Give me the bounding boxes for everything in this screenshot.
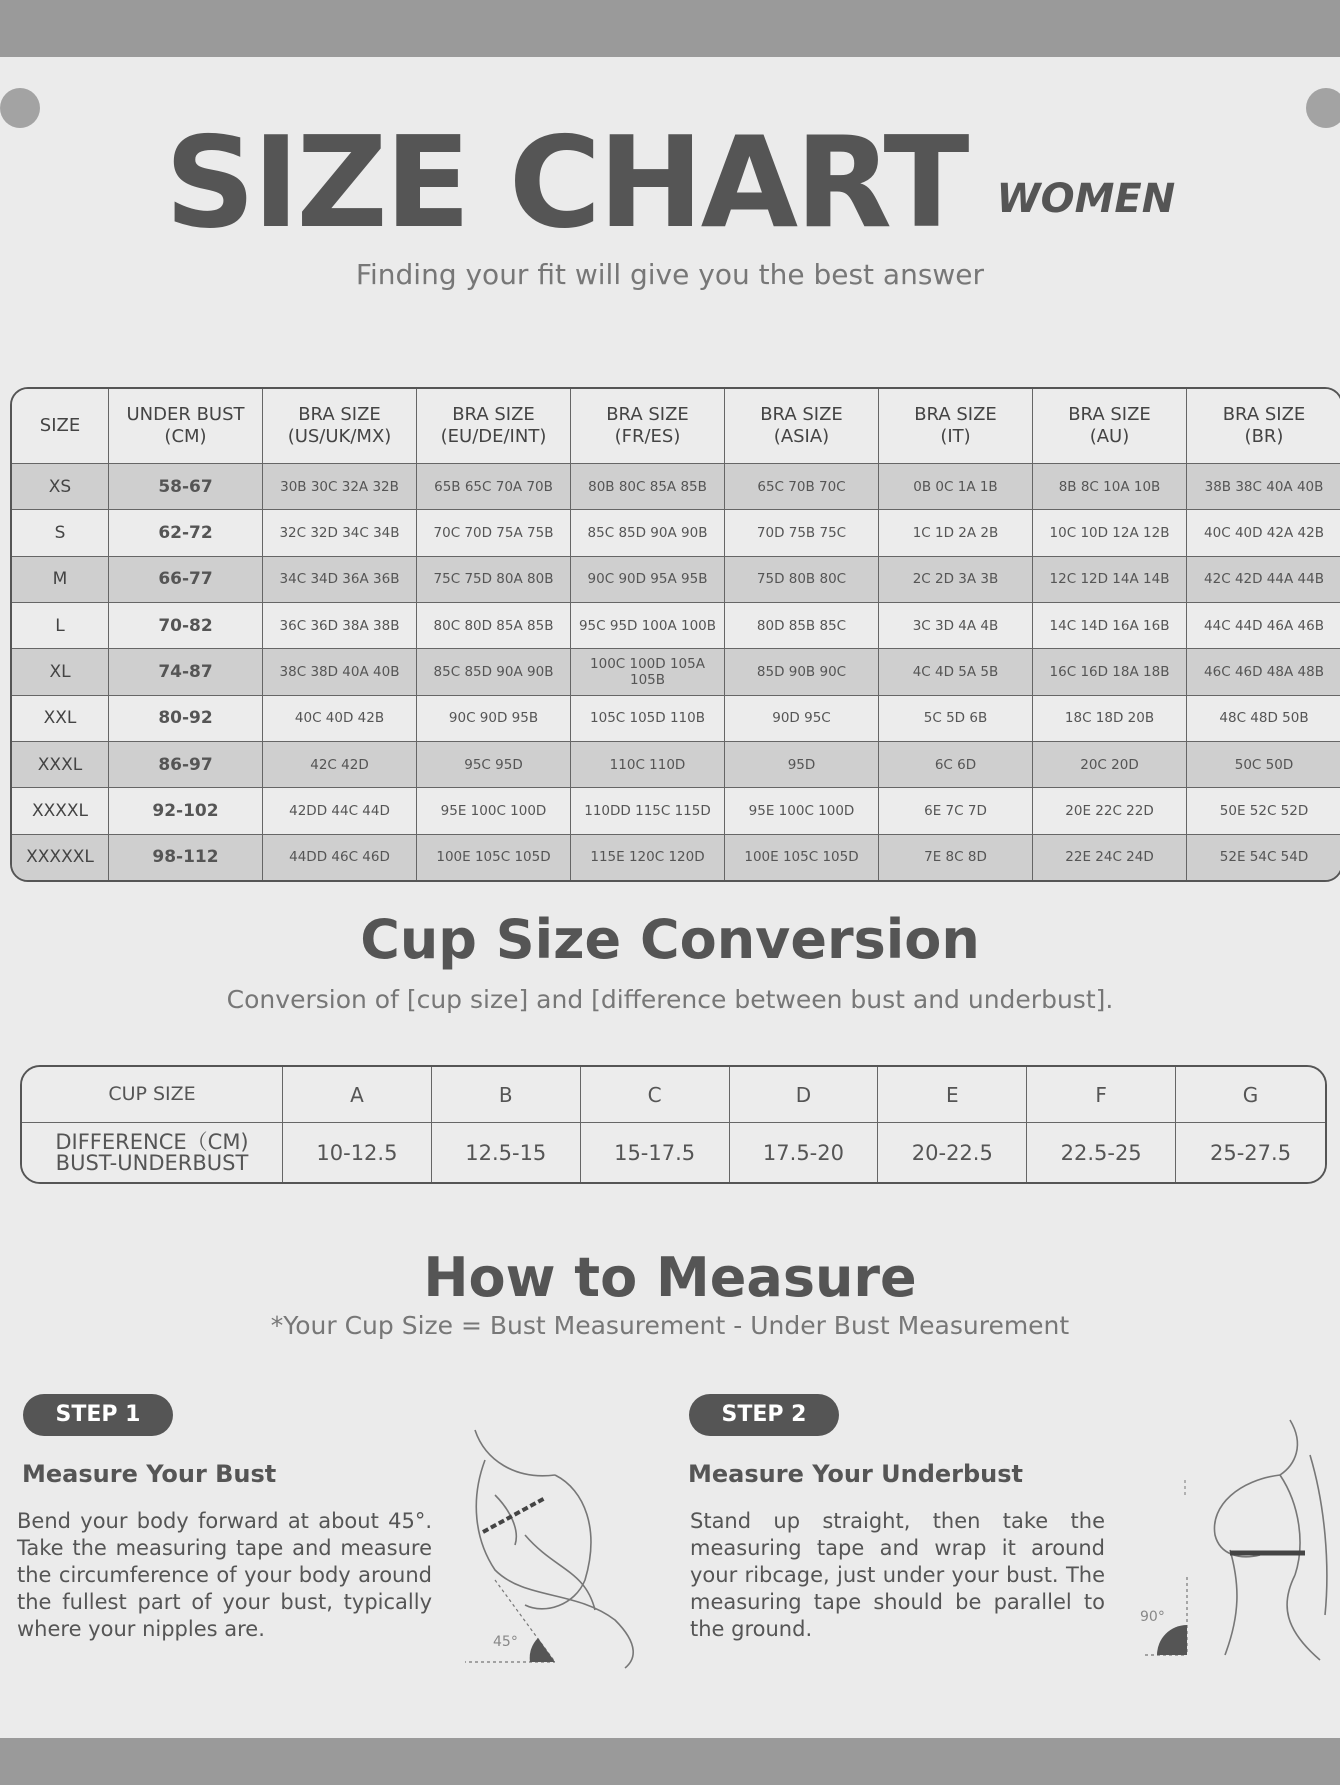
cup-note: Conversion of [cup size] and [difference between bust and underbust].: [226, 985, 1114, 1014]
size-cell: XXXXL: [12, 788, 109, 834]
bra-size-cell: 95C 95D 100A 100B: [571, 603, 725, 649]
bra-size-cell: 32C 32D 34C 34B: [263, 510, 417, 556]
page-title: SIZE CHART: [164, 109, 967, 256]
size-cell: XL: [12, 649, 109, 695]
bra-size-cell: 3C 3D 4A 4B: [879, 603, 1033, 649]
table-row: [12, 835, 1340, 880]
bra-size-cell: 6C 6D: [879, 742, 1033, 788]
header-line: BRA SIZE: [452, 404, 535, 425]
bottom-band: [0, 1738, 1340, 1785]
step-1-title: Measure Your Bust: [22, 1460, 277, 1488]
cup-range-cell: 10-12.5: [283, 1123, 432, 1182]
top-band: [0, 0, 1340, 57]
bra-size-cell: 75D 80B 80C: [725, 557, 879, 603]
bra-size-cell: 90C 90D 95A 95B: [571, 557, 725, 603]
underbust-cell: 70-82: [109, 603, 263, 649]
bra-size-cell: 10C 10D 12A 12B: [1033, 510, 1187, 556]
size-table-header-cell: [109, 389, 263, 464]
bra-size-cell: 8B 8C 10A 10B: [1033, 464, 1187, 510]
size-cell: XXXL: [12, 742, 109, 788]
cup-letter-cell: C: [581, 1067, 730, 1123]
bra-size-cell: 110DD 115C 115D: [571, 788, 725, 834]
bust-angle-label: 45°: [493, 1634, 518, 1650]
bra-size-cell: 90D 95C: [725, 696, 879, 742]
step-2-badge: STEP 2: [689, 1394, 839, 1436]
size-table-header-cell: [571, 389, 725, 464]
cup-range-cell: 22.5-25: [1027, 1123, 1176, 1182]
bra-size-cell: 2C 2D 3A 3B: [879, 557, 1033, 603]
underbust-cell: 92-102: [109, 788, 263, 834]
bra-size-cell: 65C 70B 70C: [725, 464, 879, 510]
bra-size-cell: 38B 38C 40A 40B: [1187, 464, 1340, 510]
size-table-header-cell: [1187, 389, 1340, 464]
bra-size-cell: 110C 110D: [571, 742, 725, 788]
bra-size-cell: 40C 40D 42A 42B: [1187, 510, 1340, 556]
header-line: (BR): [1244, 426, 1284, 447]
title-tag: WOMEN: [996, 176, 1176, 222]
table-row: [12, 557, 1340, 603]
cup-range-cell: 25-27.5: [1176, 1123, 1325, 1182]
bra-size-cell: 38C 38D 40A 40B: [263, 649, 417, 695]
bra-size-cell: 80D 85B 85C: [725, 603, 879, 649]
bra-size-cell: 100E 105C 105D: [725, 835, 879, 880]
table-row: [12, 742, 1340, 788]
difference-label-line2: BUST-UNDERBUST: [55, 1150, 249, 1175]
table-row: [12, 510, 1340, 556]
bra-size-cell: 48C 48D 50B: [1187, 696, 1340, 742]
step-1-text: Bend your body forward at about 45°. Take the measuring tape and measure the circumference of your body around the fullest part of your bust, typically where your nipples are.: [17, 1509, 432, 1641]
size-cell: XS: [12, 464, 109, 510]
cup-heading: Cup Size Conversion: [360, 908, 980, 971]
cup-letter-cell: A: [283, 1067, 432, 1123]
bra-size-cell: 95E 100C 100D: [417, 788, 571, 834]
header-line: BRA SIZE: [760, 404, 843, 425]
bra-size-cell: 70D 75B 75C: [725, 510, 879, 556]
size-table-header-cell: [725, 389, 879, 464]
bra-size-cell: 6E 7C 7D: [879, 788, 1033, 834]
bra-size-cell: 0B 0C 1A 1B: [879, 464, 1033, 510]
bra-size-cell: 42DD 44C 44D: [263, 788, 417, 834]
size-table-header-cell: [12, 389, 109, 464]
header-line: BRA SIZE: [914, 404, 997, 425]
bra-size-cell: 95C 95D: [417, 742, 571, 788]
size-cell: S: [12, 510, 109, 556]
cup-size-label: CUP SIZE: [22, 1067, 283, 1123]
size-cell: XXL: [12, 696, 109, 742]
cup-letter-cell: F: [1027, 1067, 1176, 1123]
bra-size-cell: 36C 36D 38A 38B: [263, 603, 417, 649]
table-row: [12, 788, 1340, 834]
size-cell: L: [12, 603, 109, 649]
bra-size-cell: 20C 20D: [1033, 742, 1187, 788]
header-line: SIZE: [39, 415, 81, 436]
table-row: [12, 649, 1340, 695]
cup-range-cell: 12.5-15: [432, 1123, 581, 1182]
bra-size-cell: 65B 65C 70A 70B: [417, 464, 571, 510]
underbust-measure-illustration: [1130, 1415, 1335, 1665]
bra-size-cell: 14C 14D 16A 16B: [1033, 603, 1187, 649]
cup-letter-cell: B: [432, 1067, 581, 1123]
underbust-cell: 74-87: [109, 649, 263, 695]
bra-size-cell: 30B 30C 32A 32B: [263, 464, 417, 510]
difference-row: [22, 1123, 1325, 1182]
bra-size-cell: 95E 100C 100D: [725, 788, 879, 834]
header-line: BRA SIZE: [298, 404, 381, 425]
underbust-cell: 80-92: [109, 696, 263, 742]
header-line: (FR/ES): [614, 426, 681, 447]
cup-size-row: [22, 1067, 1325, 1123]
bra-size-cell: 105C 105D 110B: [571, 696, 725, 742]
header-line: BRA SIZE: [606, 404, 689, 425]
bra-size-cell: 7E 8C 8D: [879, 835, 1033, 880]
bust-measure-illustration: [465, 1420, 655, 1670]
bra-size-cell: 80B 80C 85A 85B: [571, 464, 725, 510]
size-table-body: [12, 464, 1340, 880]
underbust-cell: 98-112: [109, 835, 263, 880]
bra-size-cell: 34C 34D 36A 36B: [263, 557, 417, 603]
step-2-text: Stand up straight, then take the measuring tape and wrap it around your ribcage, just under your bust. The measuring tape should be parallel to the ground.: [690, 1509, 1105, 1641]
header-line: BRA SIZE: [1222, 404, 1306, 425]
bra-size-cell: 90C 90D 95B: [417, 696, 571, 742]
cup-table: [20, 1065, 1327, 1184]
bra-size-cell: 100E 105C 105D: [417, 835, 571, 880]
bra-size-cell: 42C 42D: [263, 742, 417, 788]
measure-note: *Your Cup Size = Bust Measurement - Under Bust Measurement: [270, 1311, 1070, 1340]
underbust-cell: 66-77: [109, 557, 263, 603]
cup-letter-cell: G: [1176, 1067, 1325, 1123]
underbust-cell: 62-72: [109, 510, 263, 556]
bra-size-cell: 52E 54C 54D: [1187, 835, 1340, 880]
table-row: [12, 603, 1340, 649]
size-table-header-cell: [263, 389, 417, 464]
bra-size-cell: 20E 22C 22D: [1033, 788, 1187, 834]
bra-size-cell: 5C 5D 6B: [879, 696, 1033, 742]
bra-size-cell: 42C 42D 44A 44B: [1187, 557, 1340, 603]
bra-size-cell: 4C 4D 5A 5B: [879, 649, 1033, 695]
step-1-badge: STEP 1: [23, 1394, 173, 1436]
bra-size-cell: 12C 12D 14A 14B: [1033, 557, 1187, 603]
bra-size-cell: 85C 85D 90A 90B: [571, 510, 725, 556]
underbust-cell: 86-97: [109, 742, 263, 788]
table-row: [12, 464, 1340, 510]
measure-heading: How to Measure: [423, 1246, 917, 1309]
difference-label: [22, 1123, 283, 1182]
header-line: (CM): [164, 426, 207, 447]
bra-size-cell: 85D 90B 90C: [725, 649, 879, 695]
underbust-angle-label: 90°: [1140, 1609, 1165, 1625]
header-line: (AU): [1089, 426, 1130, 447]
header-line: (US/UK/MX): [287, 426, 392, 447]
bra-size-cell: 85C 85D 90A 90B: [417, 649, 571, 695]
bra-size-cell: 40C 40D 42B: [263, 696, 417, 742]
size-table-header: [12, 389, 1340, 464]
header-line: (IT): [940, 426, 971, 447]
cup-letter-cell: D: [730, 1067, 879, 1123]
bra-size-cell: 80C 80D 85A 85B: [417, 603, 571, 649]
cup-letter-cell: E: [878, 1067, 1027, 1123]
table-row: [12, 696, 1340, 742]
bra-size-cell: 50C 50D: [1187, 742, 1340, 788]
difference-label-line1: DIFFERENCE（CM): [55, 1129, 249, 1154]
cup-range-cell: 20-22.5: [878, 1123, 1027, 1182]
bra-size-cell: 1C 1D 2A 2B: [879, 510, 1033, 556]
size-table: [10, 387, 1340, 882]
header-line: UNDER BUST: [126, 404, 245, 425]
header-line: (EU/DE/INT): [440, 426, 547, 447]
bra-size-cell: 115E 120C 120D: [571, 835, 725, 880]
header-line: (ASIA): [773, 426, 830, 447]
size-table-header-cell: [417, 389, 571, 464]
bra-size-cell: 46C 46D 48A 48B: [1187, 649, 1340, 695]
bra-size-cell: 22E 24C 24D: [1033, 835, 1187, 880]
cup-range-cell: 15-17.5: [581, 1123, 730, 1182]
bra-size-cell: 70C 70D 75A 75B: [417, 510, 571, 556]
size-cell: M: [12, 557, 109, 603]
header-line: BRA SIZE: [1068, 404, 1151, 425]
cup-range-cell: 17.5-20: [730, 1123, 879, 1182]
underbust-cell: 58-67: [109, 464, 263, 510]
bra-size-cell: 44DD 46C 46D: [263, 835, 417, 880]
step-2-title: Measure Your Underbust: [688, 1460, 1024, 1488]
title-block: [0, 109, 1340, 256]
bra-size-cell: 44C 44D 46A 46B: [1187, 603, 1340, 649]
bra-size-cell: 75C 75D 80A 80B: [417, 557, 571, 603]
subtitle: Finding your fit will give you the best answer: [355, 258, 985, 291]
size-table-header-cell: [1033, 389, 1187, 464]
bra-size-cell: 100C 100D 105A 105B: [571, 649, 725, 695]
bra-size-cell: 18C 18D 20B: [1033, 696, 1187, 742]
bra-size-cell: 95D: [725, 742, 879, 788]
bra-size-cell: 16C 16D 18A 18B: [1033, 649, 1187, 695]
size-table-header-cell: [879, 389, 1033, 464]
bra-size-cell: 50E 52C 52D: [1187, 788, 1340, 834]
size-cell: XXXXXL: [12, 835, 109, 880]
